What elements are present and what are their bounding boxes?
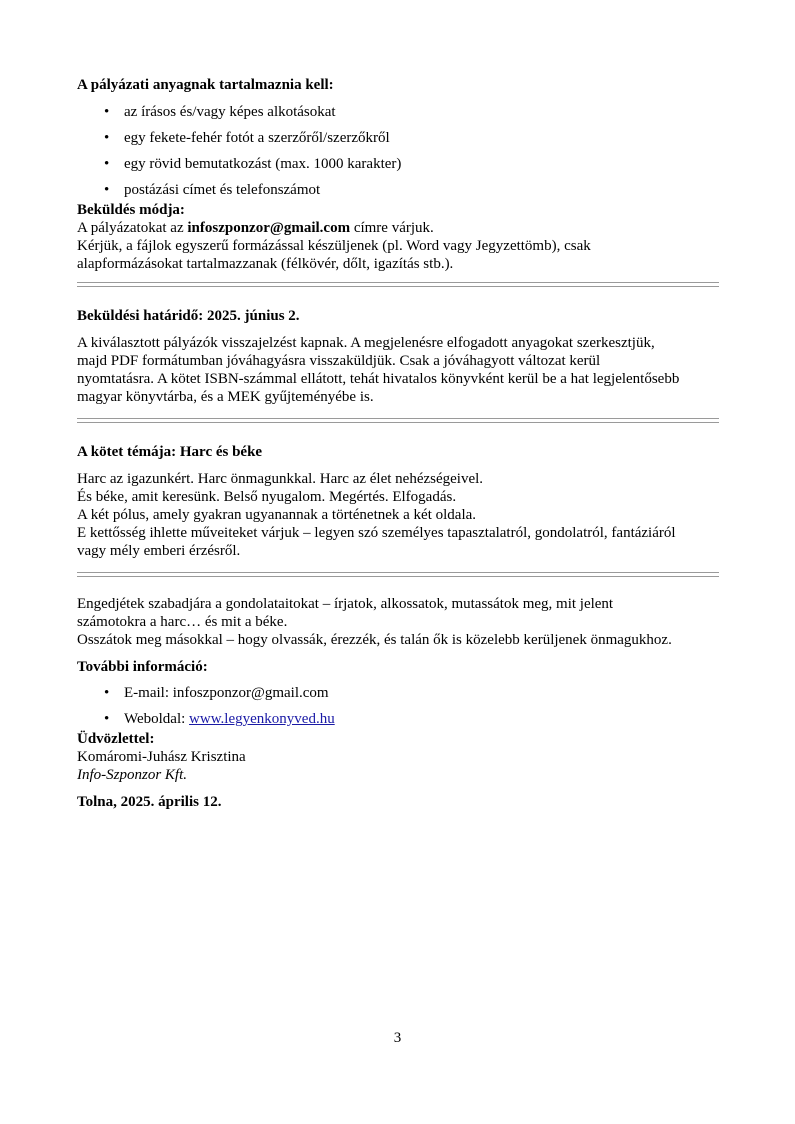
- info-heading: További információ:: [77, 659, 208, 675]
- closing-line-2: számotokra a harc… és mit a béke.: [77, 614, 288, 630]
- theme-line-5: vagy mély emberi érzésről.: [77, 543, 241, 559]
- company-name: Info-Szponzor Kft.: [77, 767, 188, 783]
- deadline-line-4: magyar könyvtárba, és a MEK gyűjteményébe is.: [77, 389, 374, 405]
- greeting: Üdvözlettel:: [77, 731, 155, 747]
- list-item-email: • E-mail: infoszponzor@gmail.com: [77, 684, 719, 710]
- list-item: • az írásos és/vagy képes alkotásokat: [77, 103, 719, 129]
- deadline-line-2: majd PDF formátumban jóváhagyásra visszaküldjük. Csak a jóváhagyott változat kerül: [77, 353, 601, 369]
- list-item: • egy rövid bemutatkozást (max. 1000 karakter): [77, 155, 719, 181]
- document-page: [77, 76, 719, 811]
- submission-email: infoszponzor@gmail.com: [187, 220, 351, 236]
- closing-line-3: Osszátok meg másokkal – hogy olvassák, érezzék, és talán ők is közelebb kerüljenek önmagukhoz.: [77, 632, 672, 648]
- closing-line-1: Engedjétek szabadjára a gondolataitokat – írjatok, alkossatok, mutassátok meg, mit jelent: [77, 596, 614, 612]
- submission-prefix: A pályázatokat az: [77, 220, 188, 236]
- place-date: Tolna, 2025. április 12.: [77, 794, 222, 810]
- theme-line-4: E kettősség ihlette műveiteket várjuk – legyen szó személyes tapasztalatról, gondolatról, fantáziáról: [77, 525, 676, 541]
- info-list: [77, 684, 719, 730]
- deadline-line-1: A kiválasztott pályázók visszajelzést kapnak. A megjelenésre elfogadott anyagokat szerkesztjük,: [77, 335, 655, 351]
- page-number: 3: [393, 1030, 402, 1046]
- signer-name: Komáromi-Juhász Krisztina: [77, 749, 246, 765]
- list-item: • postázási címet és telefonszámot: [77, 181, 719, 201]
- section-divider: [77, 282, 719, 287]
- theme-line-2: És béke, amit keresünk. Belső nyugalom. Megértés. Elfogadás.: [77, 489, 457, 505]
- theme-line-3: A két pólus, amely gyakran ugyanannak a történetnek a két oldala.: [77, 507, 477, 523]
- list-item: • egy fekete-fehér fotót a szerzőről/szerzőkről: [77, 129, 719, 155]
- theme-line-1: Harc az igazunkért. Harc önmagunkkal. Harc az élet nehézségeivel.: [77, 471, 484, 487]
- submission-line-3: alapformázásokat tartalmazzanak (félkövér, dőlt, igazítás stb.).: [77, 256, 454, 272]
- website-link[interactable]: www.legyenkonyved.hu: [189, 711, 335, 727]
- contents-heading: A pályázati anyagnak tartalmaznia kell:: [77, 77, 334, 93]
- submission-suffix: címre várjuk.: [350, 220, 434, 236]
- submission-line-1: [77, 219, 719, 237]
- deadline-heading: Beküldési határidő: 2025. június 2.: [77, 308, 300, 324]
- submission-line-2: Kérjük, a fájlok egyszerű formázással készüljenek (pl. Word vagy Jegyzettömb), csak: [77, 238, 591, 254]
- theme-heading: A kötet témája: Harc és béke: [77, 444, 263, 460]
- submission-heading: Beküldés módja:: [77, 202, 185, 218]
- section-divider: [77, 418, 719, 423]
- list-item-website: [77, 710, 719, 730]
- section-divider: [77, 572, 719, 577]
- website-label: Weboldal:: [124, 711, 190, 727]
- deadline-line-3: nyomtatásra. A kötet ISBN-számmal ellátott, tehát hivatalos könyvként kerül be a hat legjelentősebb: [77, 371, 680, 387]
- contents-list: [77, 103, 719, 201]
